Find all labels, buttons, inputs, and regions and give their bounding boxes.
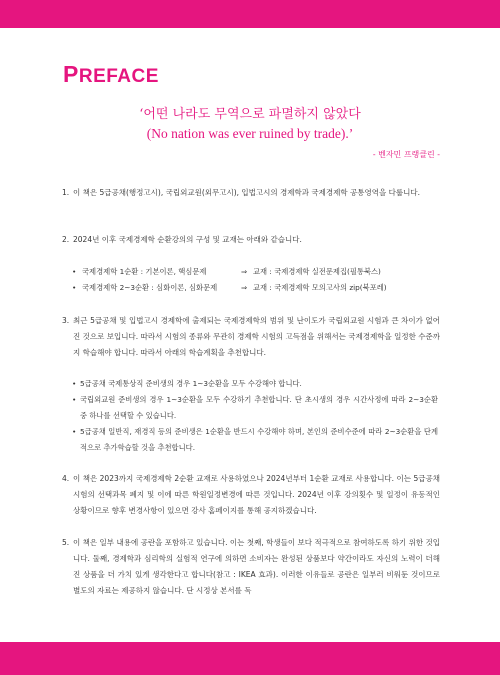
- title-initial: P: [63, 61, 79, 87]
- study-plan-item: [66, 392, 438, 424]
- study-plan-text: 국립외교원 준비생의 경우 1~3순환을 모두 수강하기 추천합니다. 단 초시생의 경우 시간사정에 따라 2~3순환 중 하나를 선택할 수 있습니다.: [80, 395, 438, 420]
- item-text: 이 책은 5급공채(행정고시), 국립외교원(외무고시), 입법고시의 경제학과 국제경제학 공통영역을 다룹니다.: [73, 188, 420, 197]
- study-plan-list: [66, 376, 438, 456]
- title-rest: REFACE: [78, 66, 159, 87]
- quote-author: - 벤자민 프랭클린 -: [372, 150, 440, 159]
- bullet-icon: •: [72, 283, 77, 292]
- course-name: 국제경제학 1순환 : 기본이론, 핵심문제: [82, 267, 207, 276]
- preface-item-5: [62, 535, 440, 599]
- study-plan-text: 5급공채 국제통상직 준비생의 경우 1~3순환을 모두 수강해야 합니다.: [80, 379, 302, 388]
- page-title: [63, 61, 159, 87]
- item-number: 3.: [62, 316, 70, 325]
- arrow-icon: ⇒: [241, 283, 248, 292]
- preface-item-1: [62, 185, 440, 201]
- quote-korean: ‘어떤 나라도 무역으로 파멸하지 않았다: [139, 107, 361, 122]
- arrow-icon: ⇒: [241, 267, 248, 276]
- course-textbook: 교재 : 국제경제학 모의고사의 zip(북포레): [253, 283, 387, 292]
- top-accent-band: [0, 0, 500, 28]
- bullet-icon: •: [72, 395, 77, 404]
- item-number: 4.: [62, 474, 70, 483]
- curriculum-row: [66, 280, 436, 296]
- study-plan-item: [66, 376, 438, 392]
- item-text: 최근 5급공채 및 입법고시 경제학에 출제되는 국제경제학의 범위 및 난이도가 국립외교원 시험과 큰 차이가 없어진 것으로 보입니다. 따라서 시험의 종류와 무관히 경제학 시험의 고득점을 위해서는 국제경제학을 일정한 수준까지 학습해야 합니다. 따라서 아래의 학습계획을 추천합니다.: [73, 316, 440, 357]
- item-number: 5.: [62, 538, 70, 547]
- bottom-accent-band: [0, 642, 500, 675]
- quote-english: (No nation was ever ruined by trade).’: [146, 126, 354, 141]
- curriculum-list: [66, 264, 436, 296]
- item-text: 2024년 이후 국제경제학 순환강의의 구성 및 교재는 아래와 같습니다.: [73, 235, 302, 244]
- course-name: 국제경제학 2~3순환 : 심화이론, 심화문제: [82, 283, 218, 292]
- item-text: 이 책은 2023까지 국제경제학 2순환 교재로 사용하였으나 2024년부터 1순환 교재로 사용합니다. 이는 5급공채시험의 선택과목 폐지 및 이에 따른 학원일정변경에 따른 것입니다. 2024년 이후 강의횟수 및 일정이 유동적인 상황이므로 향후 변경사항이 있으면 강사 홈페이지를 통해 공지하겠습니다.: [73, 474, 440, 515]
- bullet-icon: •: [72, 379, 77, 388]
- curriculum-row: [66, 264, 436, 280]
- item-number: 1.: [62, 188, 70, 197]
- preface-item-3: [62, 313, 440, 361]
- course-textbook: 교재 : 국제경제학 실전문제집(필통북스): [253, 267, 381, 276]
- study-plan-item: [66, 424, 438, 456]
- preface-item-4: [62, 471, 440, 519]
- item-text: 이 책은 일부 내용에 공란을 포함하고 있습니다. 이는 첫째, 학생들이 보다 적극적으로 참여하도록 하기 위한 것입니다. 둘째, 경제학과 심리학의 실험적 연구에 의하면 소비자는 완성된 상품보다 약간이라도 자신의 노력이 더해진 상품을 더 가치 있게 생각한다고 합니다(참고 : IKEA 효과). 이러한 이유들로 공란은 일부러 비워둔 것이므로 별도의 자료는 제공하지 않습니다. 단 시정상 본서를 독: [73, 538, 440, 595]
- bullet-icon: •: [72, 427, 77, 436]
- bullet-icon: •: [72, 267, 77, 276]
- item-number: 2.: [62, 235, 70, 244]
- study-plan-text: 5급공채 일반직, 재경직 등의 준비생은 1순환을 반드시 수강해야 하며, 본인의 준비수준에 따라 2~3순환을 단계적으로 추가학습할 것을 추천합니다.: [80, 427, 438, 452]
- preface-item-2: [62, 232, 440, 248]
